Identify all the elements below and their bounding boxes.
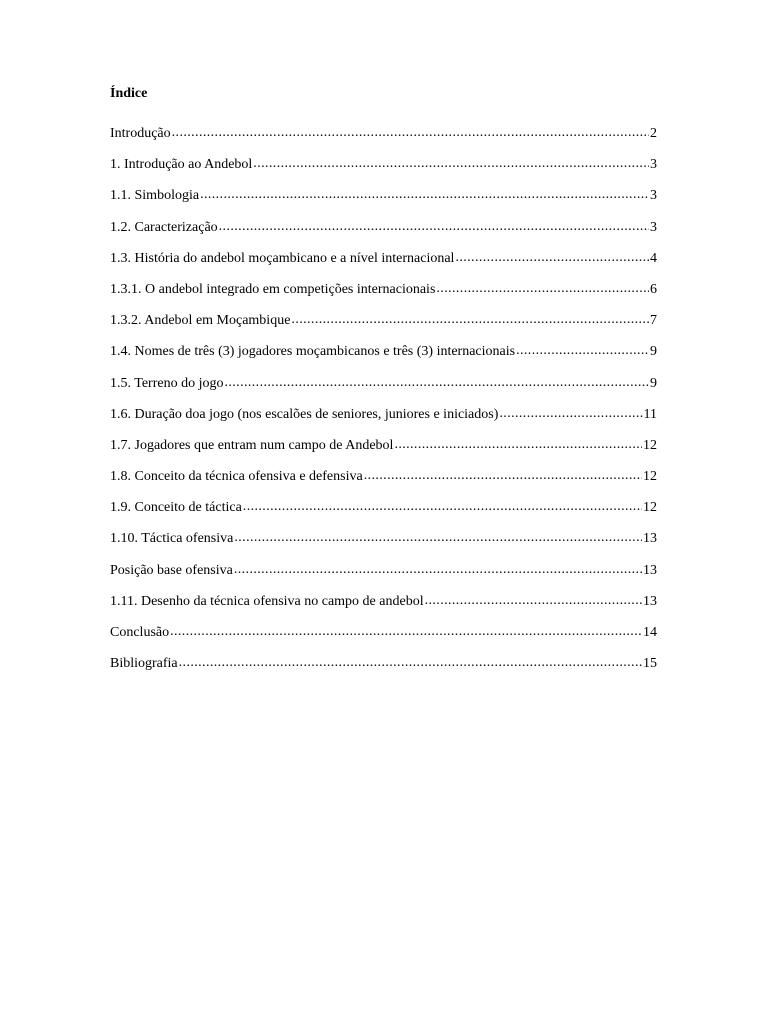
toc-entry-page-number: 2 xyxy=(650,126,657,141)
toc-entry-page-number: 14 xyxy=(643,625,657,640)
dot-leader xyxy=(516,342,649,360)
toc-entry[interactable] xyxy=(110,187,657,218)
dot-leader xyxy=(224,374,649,392)
toc-entry-label: 1. Introdução ao Andebol xyxy=(110,157,253,173)
toc-entry[interactable] xyxy=(110,281,657,312)
dot-leader xyxy=(200,186,649,204)
dot-leader xyxy=(219,218,649,236)
dot-leader xyxy=(394,436,642,454)
toc-entry-label: 1.3.2. Andebol em Moçambique xyxy=(110,313,291,329)
toc-entry-label: Bibliografia xyxy=(110,656,178,672)
toc-title: Índice xyxy=(110,86,148,101)
dot-leader xyxy=(425,592,642,610)
toc-entry-label: 1.6. Duração doa jogo (nos escalões de seniores, juniores e iniciados) xyxy=(110,406,499,422)
toc-entry-page-number: 3 xyxy=(650,157,657,173)
toc-entry-page-number: 11 xyxy=(643,406,657,422)
toc-entry[interactable] xyxy=(110,312,657,343)
toc-entry-page-number: 12 xyxy=(643,469,657,485)
toc-entry-label: 1.4. Nomes de três (3) jogadores moçambicanos e três (3) internacionais xyxy=(110,344,516,360)
toc-entry[interactable] xyxy=(110,343,657,374)
toc-entry-page-number: 12 xyxy=(643,500,657,516)
toc-entry[interactable] xyxy=(110,375,657,406)
toc-entry[interactable] xyxy=(110,624,657,655)
toc-entry[interactable] xyxy=(110,125,657,156)
toc-entry-page-number: 3 xyxy=(650,219,657,235)
toc-entry-page-number: 9 xyxy=(650,344,657,360)
toc-entry-page-number: 7 xyxy=(650,313,657,329)
dot-leader xyxy=(499,405,642,423)
toc-entry-label: 1.11. Desenho da técnica ofensiva no campo de andebol xyxy=(110,593,424,609)
toc-entry-page-number: 15 xyxy=(643,656,657,672)
toc-entry-page-number: 4 xyxy=(650,250,657,266)
dot-leader xyxy=(436,280,649,298)
dot-leader xyxy=(455,249,649,267)
toc-entry-page-number: 9 xyxy=(650,375,657,391)
dot-leader xyxy=(234,561,642,579)
toc-entry-label: 1.10. Táctica ofensiva xyxy=(110,531,234,547)
dot-leader xyxy=(291,311,649,329)
toc-entry[interactable] xyxy=(110,156,657,187)
toc-entry-page-number: 6 xyxy=(650,281,657,297)
toc-entry[interactable] xyxy=(110,655,657,686)
toc-entry[interactable] xyxy=(110,593,657,624)
toc-entry[interactable] xyxy=(110,530,657,561)
dot-leader xyxy=(253,155,649,173)
toc-entry-label: Posição base ofensiva xyxy=(110,562,233,578)
toc-entry-label: 1.2. Caracterização xyxy=(110,219,218,235)
toc-entry-label: 1.8. Conceito da técnica ofensiva e defensiva xyxy=(110,469,363,485)
toc-entry[interactable] xyxy=(110,219,657,250)
toc-entry-page-number: 13 xyxy=(643,531,657,547)
dot-leader xyxy=(172,124,649,142)
toc-entry-label: 1.1. Simbologia xyxy=(110,188,200,204)
toc-entry-page-number: 12 xyxy=(643,437,657,453)
dot-leader xyxy=(179,654,642,672)
dot-leader xyxy=(243,498,642,516)
toc-entry-page-number: 13 xyxy=(643,593,657,609)
toc-entry[interactable] xyxy=(110,499,657,530)
toc-entry[interactable] xyxy=(110,250,657,281)
toc-entry[interactable] xyxy=(110,562,657,593)
dot-leader xyxy=(364,467,642,485)
table-of-contents xyxy=(110,125,657,686)
toc-entry-label: 1.3.1. O andebol integrado em competições internacionais xyxy=(110,281,436,297)
toc-entry-page-number: 13 xyxy=(643,562,657,578)
toc-entry-label: Conclusão xyxy=(110,625,170,640)
toc-entry-label: 1.3. História do andebol moçambicano e a nível internacional xyxy=(110,250,455,266)
toc-entry[interactable] xyxy=(110,406,657,437)
toc-entry[interactable] xyxy=(110,468,657,499)
toc-entry-label: 1.9. Conceito de táctica xyxy=(110,500,242,516)
toc-entry-page-number: 3 xyxy=(650,188,657,204)
toc-entry-label: 1.5. Terreno do jogo xyxy=(110,375,224,391)
dot-leader xyxy=(170,623,642,641)
dot-leader xyxy=(234,529,642,547)
toc-entry[interactable] xyxy=(110,437,657,468)
toc-entry-label: 1.7. Jogadores que entram num campo de Andebol xyxy=(110,437,394,453)
toc-entry-label: Introdução xyxy=(110,126,171,141)
